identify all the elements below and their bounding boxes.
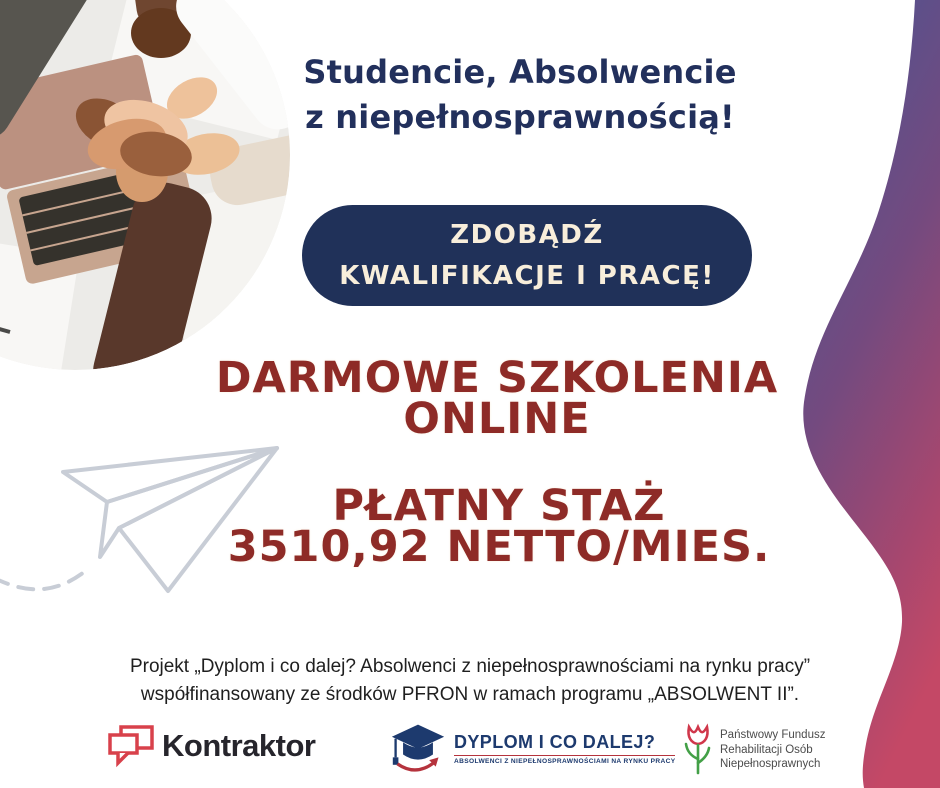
offer-training-line1: DARMOWE SZKOLENIA	[215, 353, 779, 403]
pfron-line1: Państwowy Fundusz	[720, 728, 826, 741]
headline-line1: Studencie, Absolwencie	[303, 53, 737, 91]
project-funding-note	[70, 653, 870, 708]
qualifications-badge	[302, 205, 752, 306]
kontraktor-wordmark: Kontraktor	[162, 728, 316, 763]
kontraktor-logo	[107, 724, 315, 768]
team-hands-photo	[0, 0, 290, 370]
dyplom-logo	[390, 719, 675, 777]
pfron-logo	[683, 723, 825, 777]
pfron-tulip-icon	[683, 723, 713, 777]
headline-line2: z niepełnosprawnością!	[305, 97, 735, 136]
graduation-cap-icon	[390, 719, 446, 777]
badge-line2: KWALIFIKACJE I PRACĘ!	[339, 260, 715, 291]
badge-line1: ZDOBĄDŹ	[450, 220, 604, 251]
offer-internship-line1: PŁATNY STAŻ	[332, 481, 666, 531]
headline	[260, 50, 780, 140]
kontraktor-speech-bubbles-icon	[107, 724, 155, 768]
dyplom-subtitle: ABSOLWENCI Z NIEPEŁNOSPRAWNOŚCIAMI NA RYNKU PRACY	[454, 757, 676, 765]
funding-note-line1: Projekt „Dyplom i co dalej? Absolwenci z niepełnosprawnościami na rynku pracy”	[129, 656, 811, 677]
pfron-line3: Niepełnosprawnych	[720, 758, 821, 771]
dyplom-title: DYPLOM I CO DALEJ?	[454, 732, 675, 756]
offer-free-training	[147, 353, 847, 444]
offer-internship-line2: 3510,92 NETTO/MIES.	[227, 521, 771, 572]
pfron-line2: Rehabilitacji Osób	[720, 743, 813, 756]
paper-plane-icon	[0, 430, 300, 630]
offer-training-line2: ONLINE	[403, 393, 591, 444]
funding-note-line2: współfinansowany ze środków PFRON w ramach programu „ABSOLWENT II”.	[140, 683, 800, 705]
